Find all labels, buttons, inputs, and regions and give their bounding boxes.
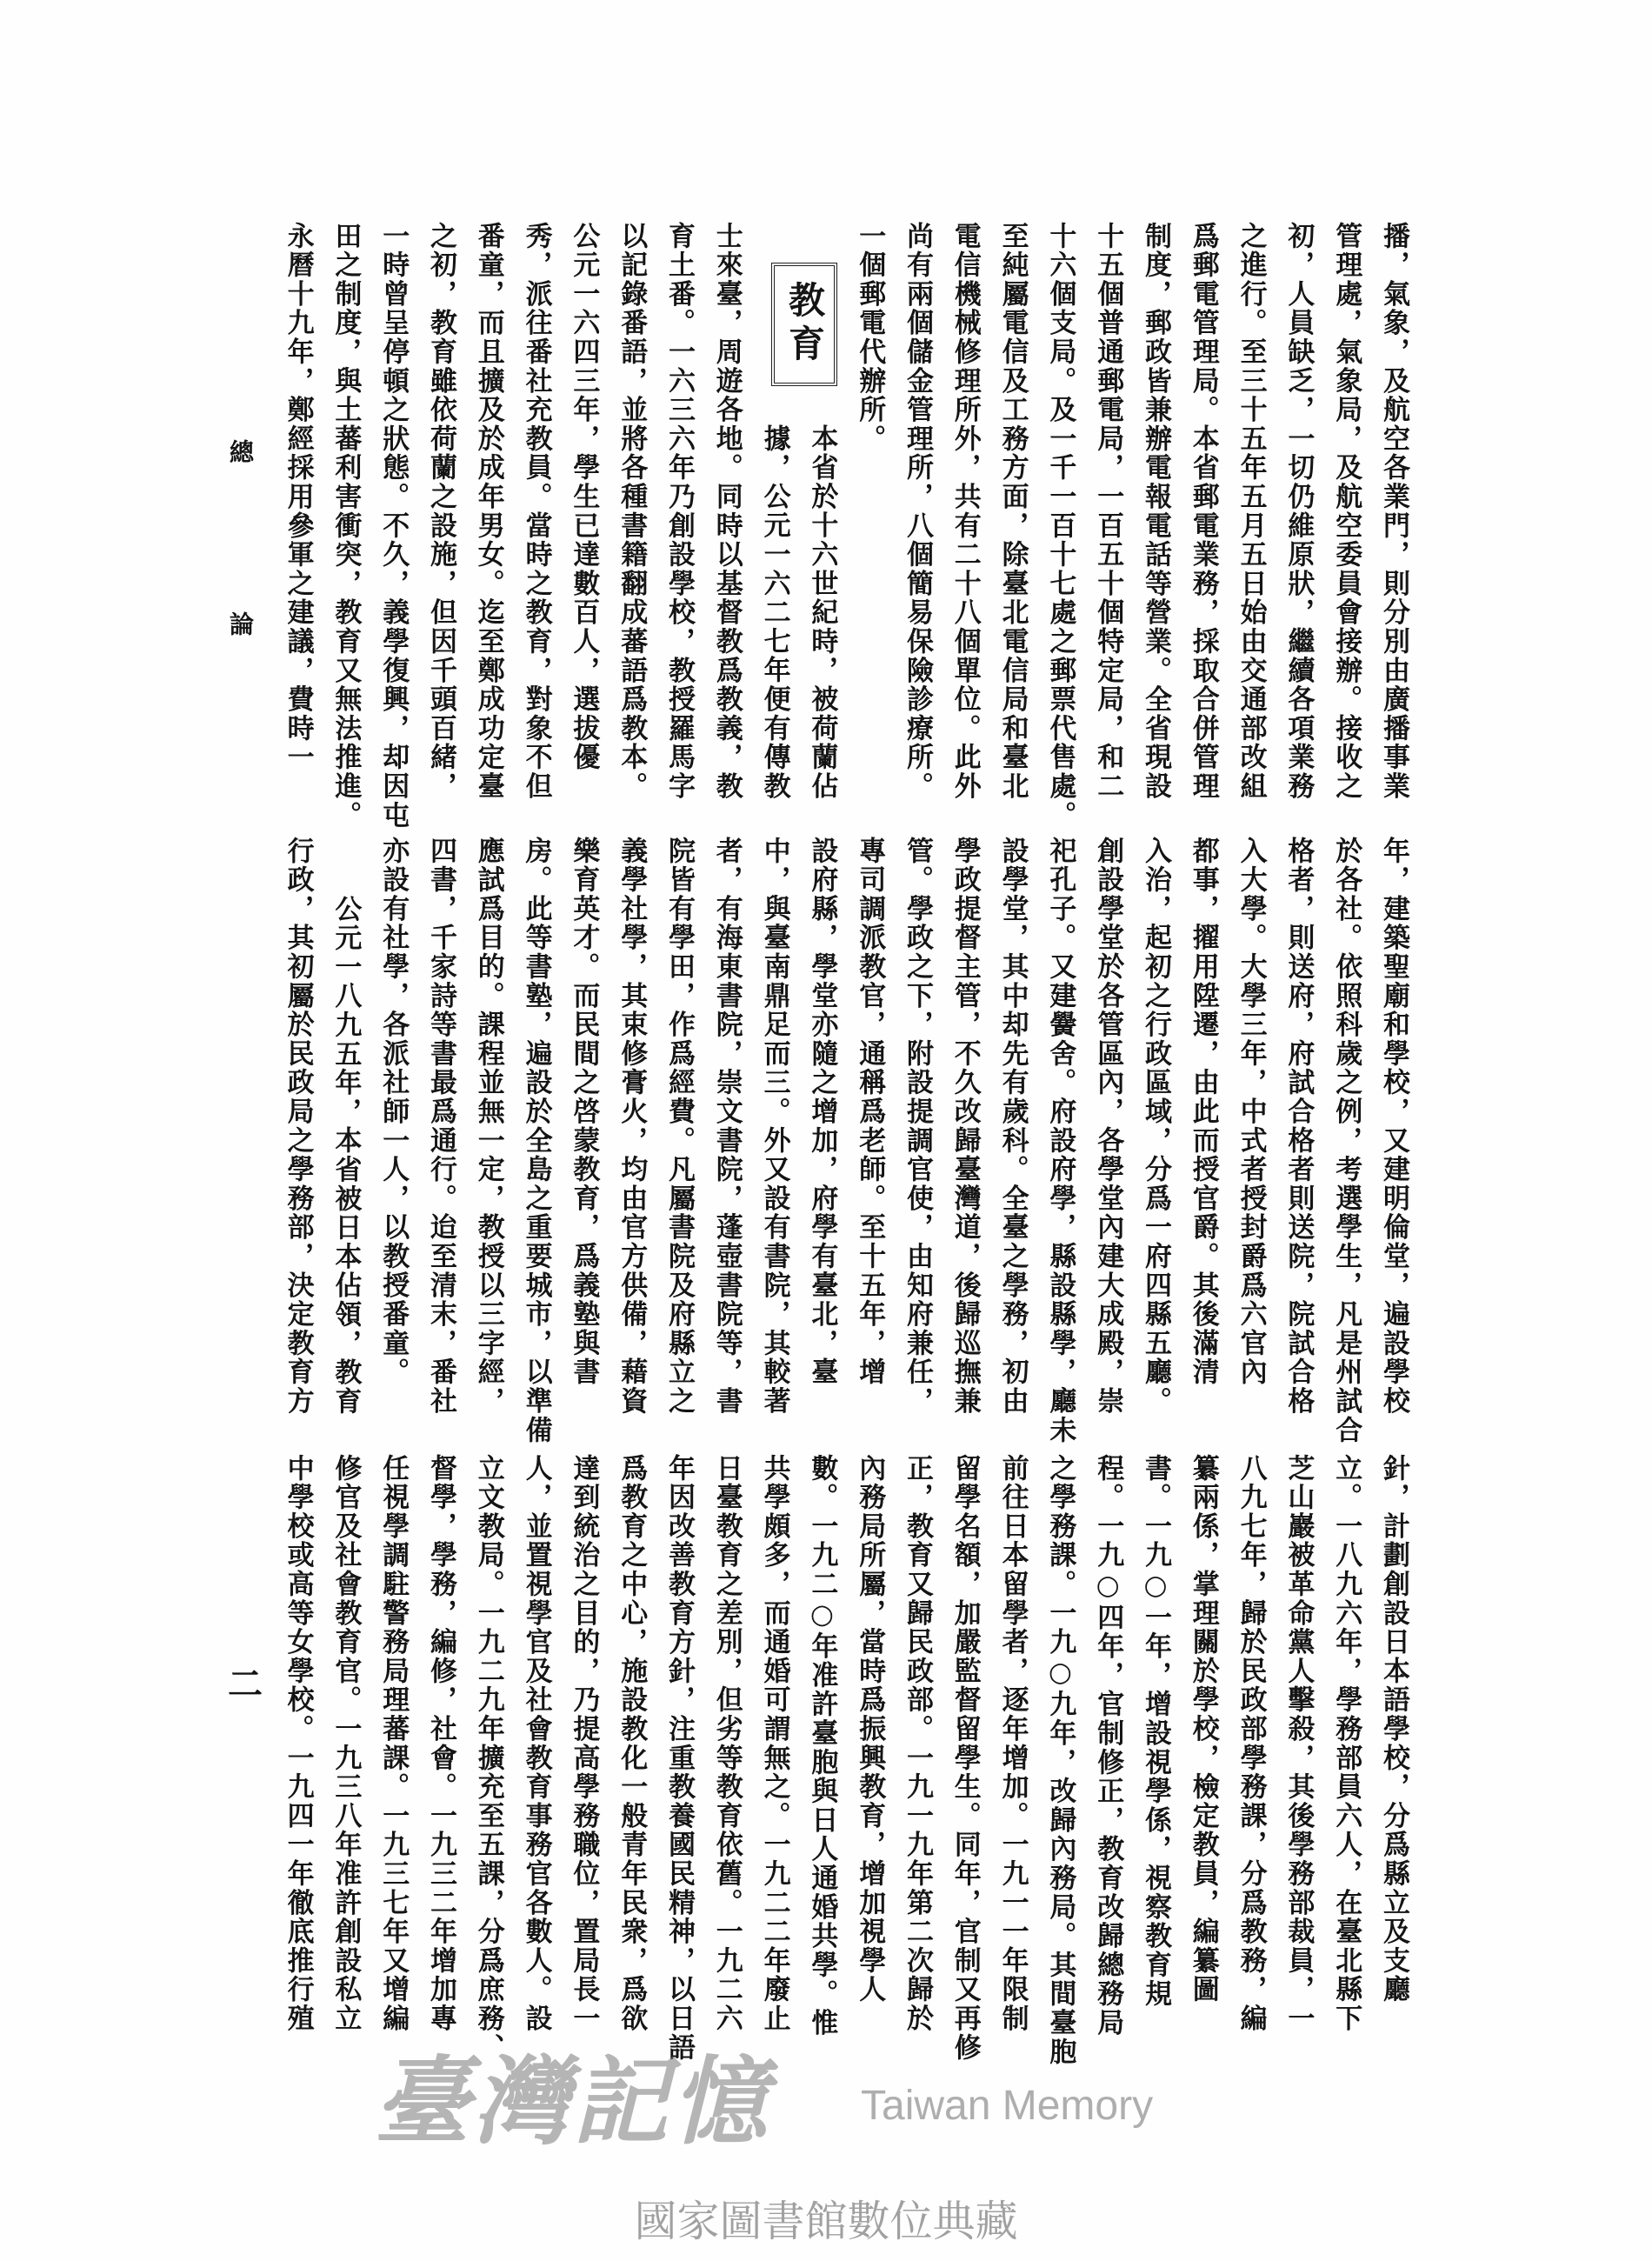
text-column-middle: 四書，千家詩等書最爲通行。迨至清末，番社 [425, 837, 456, 1416]
taiwan-memory-watermark [374, 2045, 1278, 2167]
text-column-bottom: 針，計劃創設日本語學校，分爲縣立及支廳 [1378, 1454, 1409, 2004]
text-column-bottom: 八九七年，歸於民政部學務課，分爲教務，編 [1235, 1454, 1267, 2033]
text-column-top: 爲郵電管理局。本省郵電業務，採取合併管理 [1187, 222, 1219, 801]
text-column-middle: 公元一八九五年，本省被日本佔領，教育 [330, 894, 362, 1416]
text-column-middle: 入大學。大學三年，中式者授封爵爲六官內 [1235, 837, 1267, 1387]
text-column-top: 秀，派往番社充教員。當時之教育，對象不但 [520, 222, 552, 801]
text-column-bottom: 正，教育又歸民政部。一九一九年第二次歸於 [902, 1454, 933, 2033]
text-column-middle: 設府縣，學堂亦隨之增加，府學有臺北，臺 [806, 837, 838, 1387]
text-column-top: 至純屬電信及工務方面，除臺北電信局和臺北 [996, 222, 1029, 801]
running-head-char-1: 總 [226, 439, 255, 464]
text-column-bottom: 之學務課。一九○九年，改歸內務局。其間臺胞 [1044, 1454, 1076, 2067]
text-column-bottom: 纂兩係，掌理關於學校，檢定教員，編纂圖 [1187, 1454, 1219, 2004]
text-column-top: 士來臺，周遊各地。同時以基督教爲教義，教 [710, 222, 743, 801]
text-column-bottom: 日臺教育之差別，但劣等教育依舊。一九二六 [710, 1454, 743, 2033]
text-column-top: 之進行。至三十五年五月五日始由交通部改組 [1235, 222, 1267, 801]
text-column-middle: 專司調派教官，通稱爲老師。至十五年，增 [854, 837, 886, 1387]
text-column-middle: 中，與臺南鼎足而三。外又設有書院，其較著 [758, 837, 790, 1416]
text-column-top: 一時曾呈停頓之狀態。不久，義學復興，却因屯 [377, 222, 410, 830]
text-column-bottom: 年因改善教育方針，注重教養國民精神，以日語 [663, 1454, 695, 2063]
text-column-bottom: 人，並置視學官及社會教育事務官各數人。設 [520, 1454, 552, 2033]
text-column-top: 管理處，氣象局，及航空委員會接辦。接收之 [1330, 222, 1362, 801]
text-column-top: 一個郵電代辦所。 [854, 222, 886, 454]
text-column-bottom: 任視學調駐警務局理蕃課。一九三七年又增編 [377, 1454, 410, 2033]
text-column-top: 以記錄番語，並將各種書籍翻成蕃語爲教本。 [616, 222, 648, 801]
text-column-top: 育土番。一六三六年乃創設學校，教授羅馬字 [663, 222, 695, 801]
text-column-bottom: 芝山巖被革命黨人擊殺，其後學務部裁員，一 [1282, 1454, 1315, 2033]
running-head-char-2: 論 [226, 611, 255, 636]
text-column-top: 據，公元一六二七年便有傳教 [758, 424, 790, 801]
text-column-middle: 創設學堂於各管區內，各學堂內建大成殿，崇 [1092, 837, 1124, 1416]
text-column-top: 初，人員缺乏，一切仍維原狀，繼續各項業務 [1282, 222, 1315, 801]
text-column-top: 公元一六四三年，學生已達數百人，選拔優 [568, 222, 600, 772]
text-column-top: 田之制度，與土蕃利害衝突，教育又無法推進。 [330, 222, 362, 830]
text-column-top: 之初，教育雖依荷蘭之設施，但因千頭百緒， [425, 222, 456, 801]
text-column-middle: 者，有海東書院，崇文書院，蓬壺書院等，書 [710, 837, 743, 1416]
text-column-middle: 義學社學，其束修膏火，均由官方供備，藉資 [616, 837, 648, 1416]
text-column-top: 番童，而且擴及於成年男女。迄至鄭成功定臺 [472, 222, 504, 801]
text-column-middle: 應試爲目的。課程並無一定，教授以三字經， [472, 837, 504, 1416]
text-column-top: 播，氣象，及航空各業門，則分別由廣播事業 [1378, 222, 1409, 801]
text-column-bottom: 修官及社會教育官。一九三八年准許創設私立 [330, 1454, 362, 2033]
text-column-top: 十六個支局。及一千一百十七處之郵票代售處。 [1044, 222, 1076, 830]
text-column-middle: 院皆有學田，作爲經費。凡屬書院及府縣立之 [663, 837, 695, 1416]
text-column-middle: 祀孔子。又建黌舍。府設府學，縣設縣學，廳未 [1044, 837, 1076, 1445]
text-column-bottom: 督學，學務，編修，社會。一九三二年增加專 [425, 1454, 456, 2033]
text-column-bottom: 內務局所屬，當時爲振興教育，增加視學人 [854, 1454, 886, 2004]
text-column-bottom: 留學名額，加嚴監督留學生。同年，官制又再修 [949, 1454, 981, 2063]
watermark-english: Taiwan Memory [861, 2083, 1154, 2129]
text-column-top: 電信機械修理所外，共有二十八個單位。此外 [949, 222, 981, 801]
text-column-bottom: 中學校或高等女學校。一九四一年徹底推行殖 [282, 1454, 314, 2033]
text-column-top: 本省於十六世紀時，被荷蘭佔 [806, 424, 838, 801]
text-column-top: 尚有兩個儲金管理所，八個簡易保險診療所。 [902, 222, 933, 801]
section-heading: 教育 [783, 281, 826, 368]
text-column-bottom: 共學頗多，而通婚可謂無之。一九二二年廢止 [758, 1454, 790, 2033]
library-footer: 國家圖書館數位典藏 [634, 2197, 1018, 2246]
text-column-bottom: 程。一九○四年，官制修正，教育改歸總務局 [1092, 1454, 1124, 2038]
text-column-bottom: 前往日本留學者，逐年增加。一九一一年限制 [996, 1454, 1029, 2033]
text-column-middle: 房。此等書塾，遍設於全島之重要城市，以準備 [520, 837, 552, 1445]
text-column-top: 制度，郵政皆兼辦電報電話等營業。全省現設 [1140, 222, 1171, 801]
text-column-middle: 亦設有社學，各派社師一人，以教授番童。 [377, 837, 410, 1387]
text-column-middle: 入治，起初之行政區域，分爲一府四縣五廳。 [1140, 837, 1171, 1416]
text-column-top: 永曆十九年，鄭經採用參軍之建議，費時一 [282, 222, 314, 772]
watermark-logo: 臺灣記憶 [374, 2045, 770, 2158]
text-column-middle: 設學堂，其中却先有歲科。全臺之學務，初由 [996, 837, 1029, 1416]
text-column-bottom: 達到統治之目的，乃提高學務職位，置局長一 [568, 1454, 600, 2033]
text-column-middle: 管。學政之下，附設提調官使，由知府兼任， [902, 837, 933, 1416]
text-column-bottom: 立文教局。一九二九年擴充至五課，分爲庶務、 [472, 1454, 504, 2063]
section-heading-box [771, 263, 837, 386]
text-column-bottom: 數。一九二○年准許臺胞與日人通婚共學。惟 [806, 1454, 838, 2038]
text-column-middle: 格者，則送府，府試合格者則送院，院試合格 [1282, 837, 1315, 1416]
text-column-middle: 於各社。依照科歲之例，考選學生，凡是州試合 [1330, 837, 1362, 1445]
text-column-middle: 都事，擢用陞遷，由此而授官爵。其後滿清 [1187, 837, 1219, 1387]
text-column-bottom: 爲教育之中心，施設教化一般青年民衆，爲欲 [616, 1454, 648, 2033]
text-column-bottom: 立。一八九六年，學務部員六人，在臺北縣下 [1330, 1454, 1362, 2033]
text-column-middle: 學政提督主管，不久改歸臺灣道，後歸巡撫兼 [949, 837, 981, 1416]
text-column-middle: 行政，其初屬於民政局之學務部，決定教育方 [282, 837, 314, 1416]
page-number: 二 [228, 1664, 263, 1704]
text-column-middle: 樂育英才。而民間之啓蒙教育，爲義塾與書 [568, 837, 600, 1387]
text-column-bottom: 書。一九○一年，增設視學係，視察教育規 [1140, 1454, 1171, 2009]
text-column-middle: 年，建築聖廟和學校，又建明倫堂，遍設學校 [1378, 837, 1409, 1416]
text-column-top: 十五個普通郵電局，一百五十個特定局，和二 [1092, 222, 1124, 801]
